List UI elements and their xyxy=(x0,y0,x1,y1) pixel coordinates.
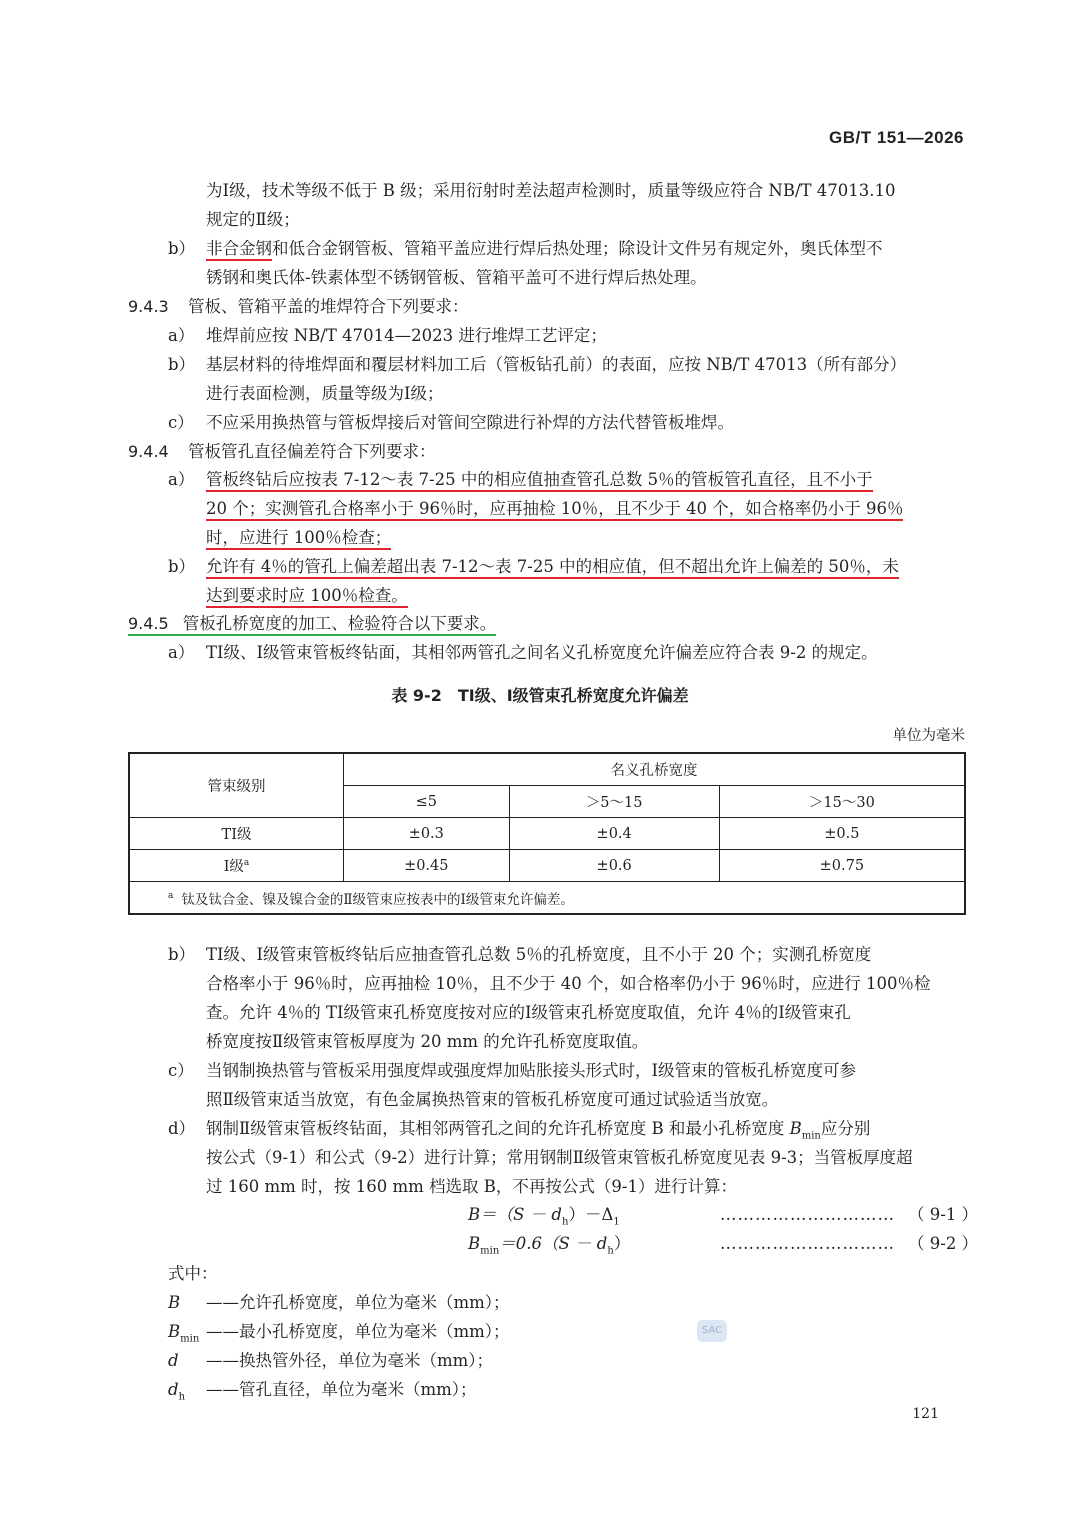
formula-number: （ 9-2 ） xyxy=(908,1234,979,1253)
body-line: 不应采用换热管与管板焊接后对管间空隙进行补焊的方法代替管板堆焊。 xyxy=(206,413,734,432)
table-row xyxy=(129,818,965,850)
item-label: b） xyxy=(168,557,196,576)
body-line: 基层材料的待堆焊面和覆层材料加工后（管板钻孔前）的表面，应按 NB/T 47013（所有部分） xyxy=(206,355,907,374)
item-label: b） xyxy=(168,239,196,258)
highlighted-line xyxy=(206,523,391,552)
highlighted-section-heading xyxy=(128,609,496,638)
body-line: 桥宽度按Ⅱ级管束管板厚度为 20 mm 的允许孔桥宽度取值。 xyxy=(206,1032,649,1051)
formula-leader: ………………………… xyxy=(720,1234,895,1253)
body-line: TⅠ级、Ⅰ级管束管板终钻后应抽查管孔总数 5％的孔桥宽度，且不小于 20 个；实测孔桥宽度 xyxy=(206,945,872,964)
body-line: 锈钢和奥氏体-铁素体型不锈钢管板、管箱平盖可不进行焊后热处理。 xyxy=(206,268,707,287)
highlight-underline-red: 时，应进行 100％检查； xyxy=(206,528,391,550)
table-cell: ±0.75 xyxy=(719,850,965,882)
item-label: a） xyxy=(168,470,195,489)
page-number: 121 xyxy=(912,1406,939,1422)
section-number: 9.4.3 xyxy=(128,297,169,316)
item-label: d） xyxy=(168,1119,196,1138)
formula-9-2: $B_{min}=0.6(S - d_h)$ xyxy=(468,1234,631,1257)
item-label: b） xyxy=(168,945,196,964)
body-line: 按公式（9-1）和公式（9-2）进行计算；常用钢制Ⅱ级管束管板孔桥宽度见表 9-3；当管板厚度超 xyxy=(206,1148,913,1167)
symbol-definition: ——换热管外径，单位为毫米（mm）； xyxy=(206,1351,494,1370)
row-header-cell: 管束级别 xyxy=(129,753,344,818)
body-line: 钢制Ⅱ级管束管板终钻面，其相邻两管孔之间的允许孔桥宽度 B 和最小孔桥宽度 $B_{min}$应分别 xyxy=(206,1119,871,1142)
highlighted-line xyxy=(206,494,903,523)
section-title: 管板、管箱平盖的堆焊符合下列要求： xyxy=(188,297,469,316)
symbol: d xyxy=(168,1351,179,1370)
body-line xyxy=(206,234,883,263)
tolerance-table xyxy=(128,752,966,915)
body-line: 合格率小于 96％时，应再抽检 10％，且不少于 40 个，如合格率仍小于 96％时，应进行 100％检 xyxy=(206,974,931,993)
highlight-underline-red: 20 个；实测管孔合格率小于 96％时，应再抽检 10％，且不少于 40 个，如合格率仍小于 96％ xyxy=(206,499,903,521)
section-number: 9.4.4 xyxy=(128,442,169,461)
formula-leader: ………………………… xyxy=(720,1205,895,1224)
body-line: 进行表面检测，质量等级为Ⅰ级； xyxy=(206,384,444,403)
highlighted-line xyxy=(206,552,899,581)
highlight-underline-red: 非合金钢 xyxy=(206,239,272,261)
item-label: a） xyxy=(168,326,195,345)
symbol-definition: ——管孔直径，单位为毫米（mm）； xyxy=(206,1380,477,1399)
table-cell: ±0.6 xyxy=(509,850,719,882)
footnote-mark: a xyxy=(243,858,250,869)
highlight-underline-red: 达到要求时应 100％检查。 xyxy=(206,586,408,608)
body-line: TⅠ级、Ⅰ级管束管板终钻面，其相邻两管孔之间名义孔桥宽度允许偏差应符合表 9-2 的规定。 xyxy=(206,643,878,662)
item-label: c） xyxy=(168,1061,194,1080)
body-line: 过 160 mm 时，按 160 mm 档选取 B，不再按公式（9-1）进行计算： xyxy=(206,1177,737,1196)
row-label: TⅠ级 xyxy=(129,818,344,850)
table-cell: ±0.3 xyxy=(344,818,510,850)
symbol: $B_{min}$ xyxy=(168,1322,200,1345)
highlighted-line xyxy=(206,581,408,610)
body-line: 查。允许 4％的 TⅠ级管束孔桥宽度按对应的Ⅰ级管束孔桥宽度取值，允许 4％的Ⅰ级管束孔 xyxy=(206,1003,851,1022)
highlight-underline-red: 管板终钻后应按表 7-12～表 7-25 中的相应值抽查管孔总数 5％的管板管孔直径，且不小于 xyxy=(206,470,873,492)
table-cell: ±0.45 xyxy=(344,850,510,882)
symbol: B xyxy=(168,1293,181,1312)
item-label: c） xyxy=(168,413,194,432)
where-title: 式中： xyxy=(168,1264,218,1283)
highlight-underline-green xyxy=(128,614,496,636)
table-unit: 单位为毫米 xyxy=(892,728,965,744)
column-header: ＞15～30 xyxy=(719,786,965,818)
body-line: 堆焊前应按 NB/T 47014—2023 进行堆焊工艺评定； xyxy=(206,326,607,345)
highlight-underline-red: 允许有 4％的管孔上偏差超出表 7-12～表 7-25 中的相应值，但不超出允许上偏差的 50％，未 xyxy=(206,557,899,579)
item-label: b） xyxy=(168,355,196,374)
formula-9-1: $B=(S - d_h)-\Delta_1$ xyxy=(468,1205,620,1228)
column-group-header: 名义孔桥宽度 xyxy=(344,753,966,786)
table-cell: ±0.5 xyxy=(719,818,965,850)
row-label: Ⅰ级$^a$ xyxy=(129,850,344,882)
sac-watermark: SAC xyxy=(697,1320,727,1342)
column-header: ≤5 xyxy=(344,786,510,818)
body-line: 为Ⅰ级，技术等级不低于 B 级；采用衍射时差法超声检测时，质量等级应符合 NB/T 47013.10 xyxy=(206,181,896,200)
symbol: $d_h$ xyxy=(168,1380,186,1403)
column-header: ＞5～15 xyxy=(509,786,719,818)
table-footnote: $^a$ 钛及钛合金、镍及镍合金的Ⅱ级管束应按表中的Ⅰ级管束允许偏差。 xyxy=(129,882,965,915)
body-line: 当钢制换热管与管板采用强度焊或强度焊加贴胀接头形式时，Ⅰ级管束的管板孔桥宽度可参 xyxy=(206,1061,857,1080)
symbol-definition: ——最小孔桥宽度，单位为毫米（mm）； xyxy=(206,1322,510,1341)
table-caption: 表 9-2 TⅠ级、Ⅰ级管束孔桥宽度允许偏差 xyxy=(391,686,689,705)
body-line: 照Ⅱ级管束适当放宽，有色金属换热管束的管板孔桥宽度可通过试验适当放宽。 xyxy=(206,1090,779,1109)
standard-code: GB/T 151—2026 xyxy=(828,128,964,147)
symbol-definition: ——允许孔桥宽度，单位为毫米（mm）； xyxy=(206,1293,510,1312)
body-line: 规定的Ⅱ级； xyxy=(206,210,300,229)
section-title: 管板孔桥宽度的加工、检验符合以下要求。 xyxy=(182,614,497,633)
item-label: a） xyxy=(168,643,195,662)
table-cell: ±0.4 xyxy=(509,818,719,850)
highlighted-line xyxy=(206,465,873,494)
formula-number: （ 9-1 ） xyxy=(908,1205,979,1224)
section-title: 管板管孔直径偏差符合下列要求： xyxy=(188,442,436,461)
section-number: 9.4.5 xyxy=(128,614,169,633)
table-row xyxy=(129,850,965,882)
body-text: 和低合金钢管板、管箱平盖应进行焊后热处理；除设计文件另有规定外，奥氏体型不 xyxy=(272,239,883,258)
